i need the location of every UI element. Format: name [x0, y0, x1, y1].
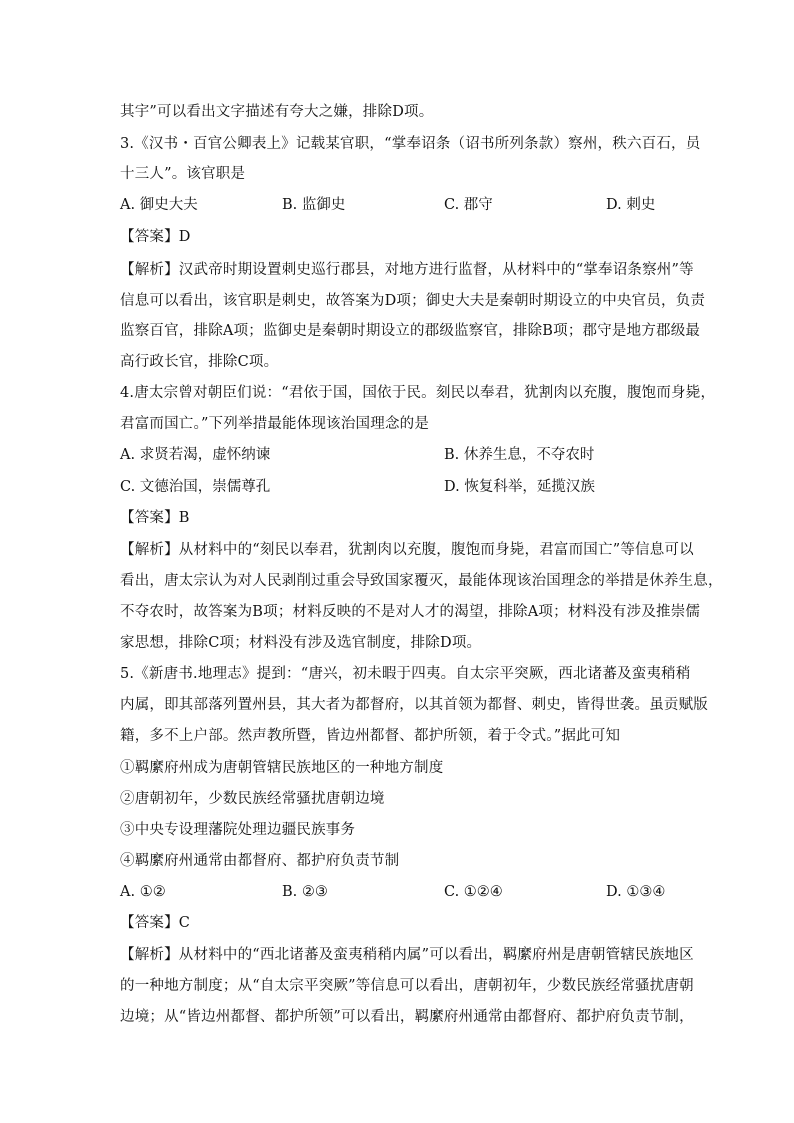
q4-option-a: A. 求贤若渴，虚怀纳谏	[120, 447, 271, 463]
explanation-3: 【解析】汉武帝时期设置刺史巡行郡县，对地方进行监督，从材料中的“掌奉诏条察州”等	[120, 262, 694, 278]
question-4-stem: 4.唐太宗曾对朝臣们说：“君依于国，国依于民。刻民以奉君，犹割肉以充腹，腹饱而身毙，	[120, 385, 716, 401]
q4-option-c: C. 文德治国，崇儒尊孔	[120, 479, 271, 495]
q5-option-b: B. ②③	[282, 884, 328, 900]
explanation-4: 不夺农时，故答案为B项；材料反映的不是对人才的渴望，排除A项；材料没有涉及推崇儒	[120, 604, 701, 620]
explanation-5: 【解析】从材料中的“西北诸蕃及蛮夷稍稍内属”可以看出，羁縻府州是唐朝管辖民族地区	[120, 947, 694, 963]
answer-4: 【答案】B	[120, 510, 190, 526]
statement-4: ④羁縻府州通常由都督府、都护府负责节制	[120, 853, 400, 869]
explanation-3: 高行政长官，排除C项。	[120, 354, 279, 370]
answer-5: 【答案】C	[120, 915, 191, 931]
explanation-4: 看出，唐太宗认为对人民剥削过重会导致国家覆灭，最能体现该治国理念的举措是休养生息，	[120, 573, 723, 589]
q4-option-b: B. 休养生息，不夺农时	[444, 447, 595, 463]
explanation-4: 家思想，排除C项；材料没有涉及选官制度，排除D项。	[120, 635, 482, 651]
q3-option-d: D. 刺史	[606, 197, 656, 213]
q3-option-b: B. 监御史	[282, 197, 346, 213]
explanation-5: 的一种地方制度；从“自太宗平突厥”等信息可以看出，唐朝初年，少数民族经常骚扰唐朝	[120, 978, 694, 994]
q5-option-d: D. ①③④	[606, 884, 666, 900]
explanation-5: 边境；从“皆边州都督、都护所领”可以看出，羁縻府州通常由都督府、都护府负责节制，	[120, 1009, 694, 1025]
q5-option-a: A. ①②	[120, 884, 166, 900]
statement-3: ③中央专设理藩院处理边疆民族事务	[120, 822, 356, 838]
question-5-stem: 5.《新唐书.地理志》提到：“唐兴，初未暇于四夷。自太宗平突厥，西北诸蕃及蛮夷稍稍	[120, 666, 691, 682]
explanation-4: 【解析】从材料中的“刻民以奉君，犹割肉以充腹，腹饱而身毙，君富而国亡”等信息可以	[120, 542, 694, 558]
text-line: 其宇”可以看出文字描述有夸大之嫌，排除D项。	[120, 104, 434, 120]
answer-3: 【答案】D	[120, 229, 191, 245]
question-3-stem: 3.《汉书・百官公卿表上》记载某官职，“掌奉诏条（诏书所列条款）察州，秩六百石，员	[120, 136, 701, 152]
question-5-stem: 内属，即其部落列置州县，其大者为都督府，以其首领为都督、刺史，皆得世袭。虽贡赋版	[120, 697, 708, 713]
statement-1: ①羁縻府州成为唐朝管辖民族地区的一种地方制度	[120, 760, 444, 776]
statement-2: ②唐朝初年，少数民族经常骚扰唐朝边境	[120, 791, 385, 807]
q4-option-d: D. 恢复科举，延揽汉族	[444, 479, 595, 495]
explanation-3: 监察百官，排除A项；监御史是秦朝时期设立的郡级监察官，排除B项；郡守是地方郡级最	[120, 323, 701, 339]
question-3-stem: 十三人”。该官职是	[120, 166, 246, 182]
question-5-stem: 籍，多不上户部。然声教所暨，皆边州都督、都护所领，着于令式。”据此可知	[120, 728, 621, 744]
q3-option-a: A. 御史大夫	[120, 197, 198, 213]
q5-option-c: C. ①②④	[444, 884, 503, 900]
q3-option-c: C. 郡守	[444, 197, 493, 213]
question-4-stem: 君富而国亡。”下列举措最能体现该治国理念的是	[120, 416, 430, 432]
explanation-3: 信息可以看出，该官职是刺史，故答案为D项；御史大夫是秦朝时期设立的中央官员，负责	[120, 293, 706, 309]
